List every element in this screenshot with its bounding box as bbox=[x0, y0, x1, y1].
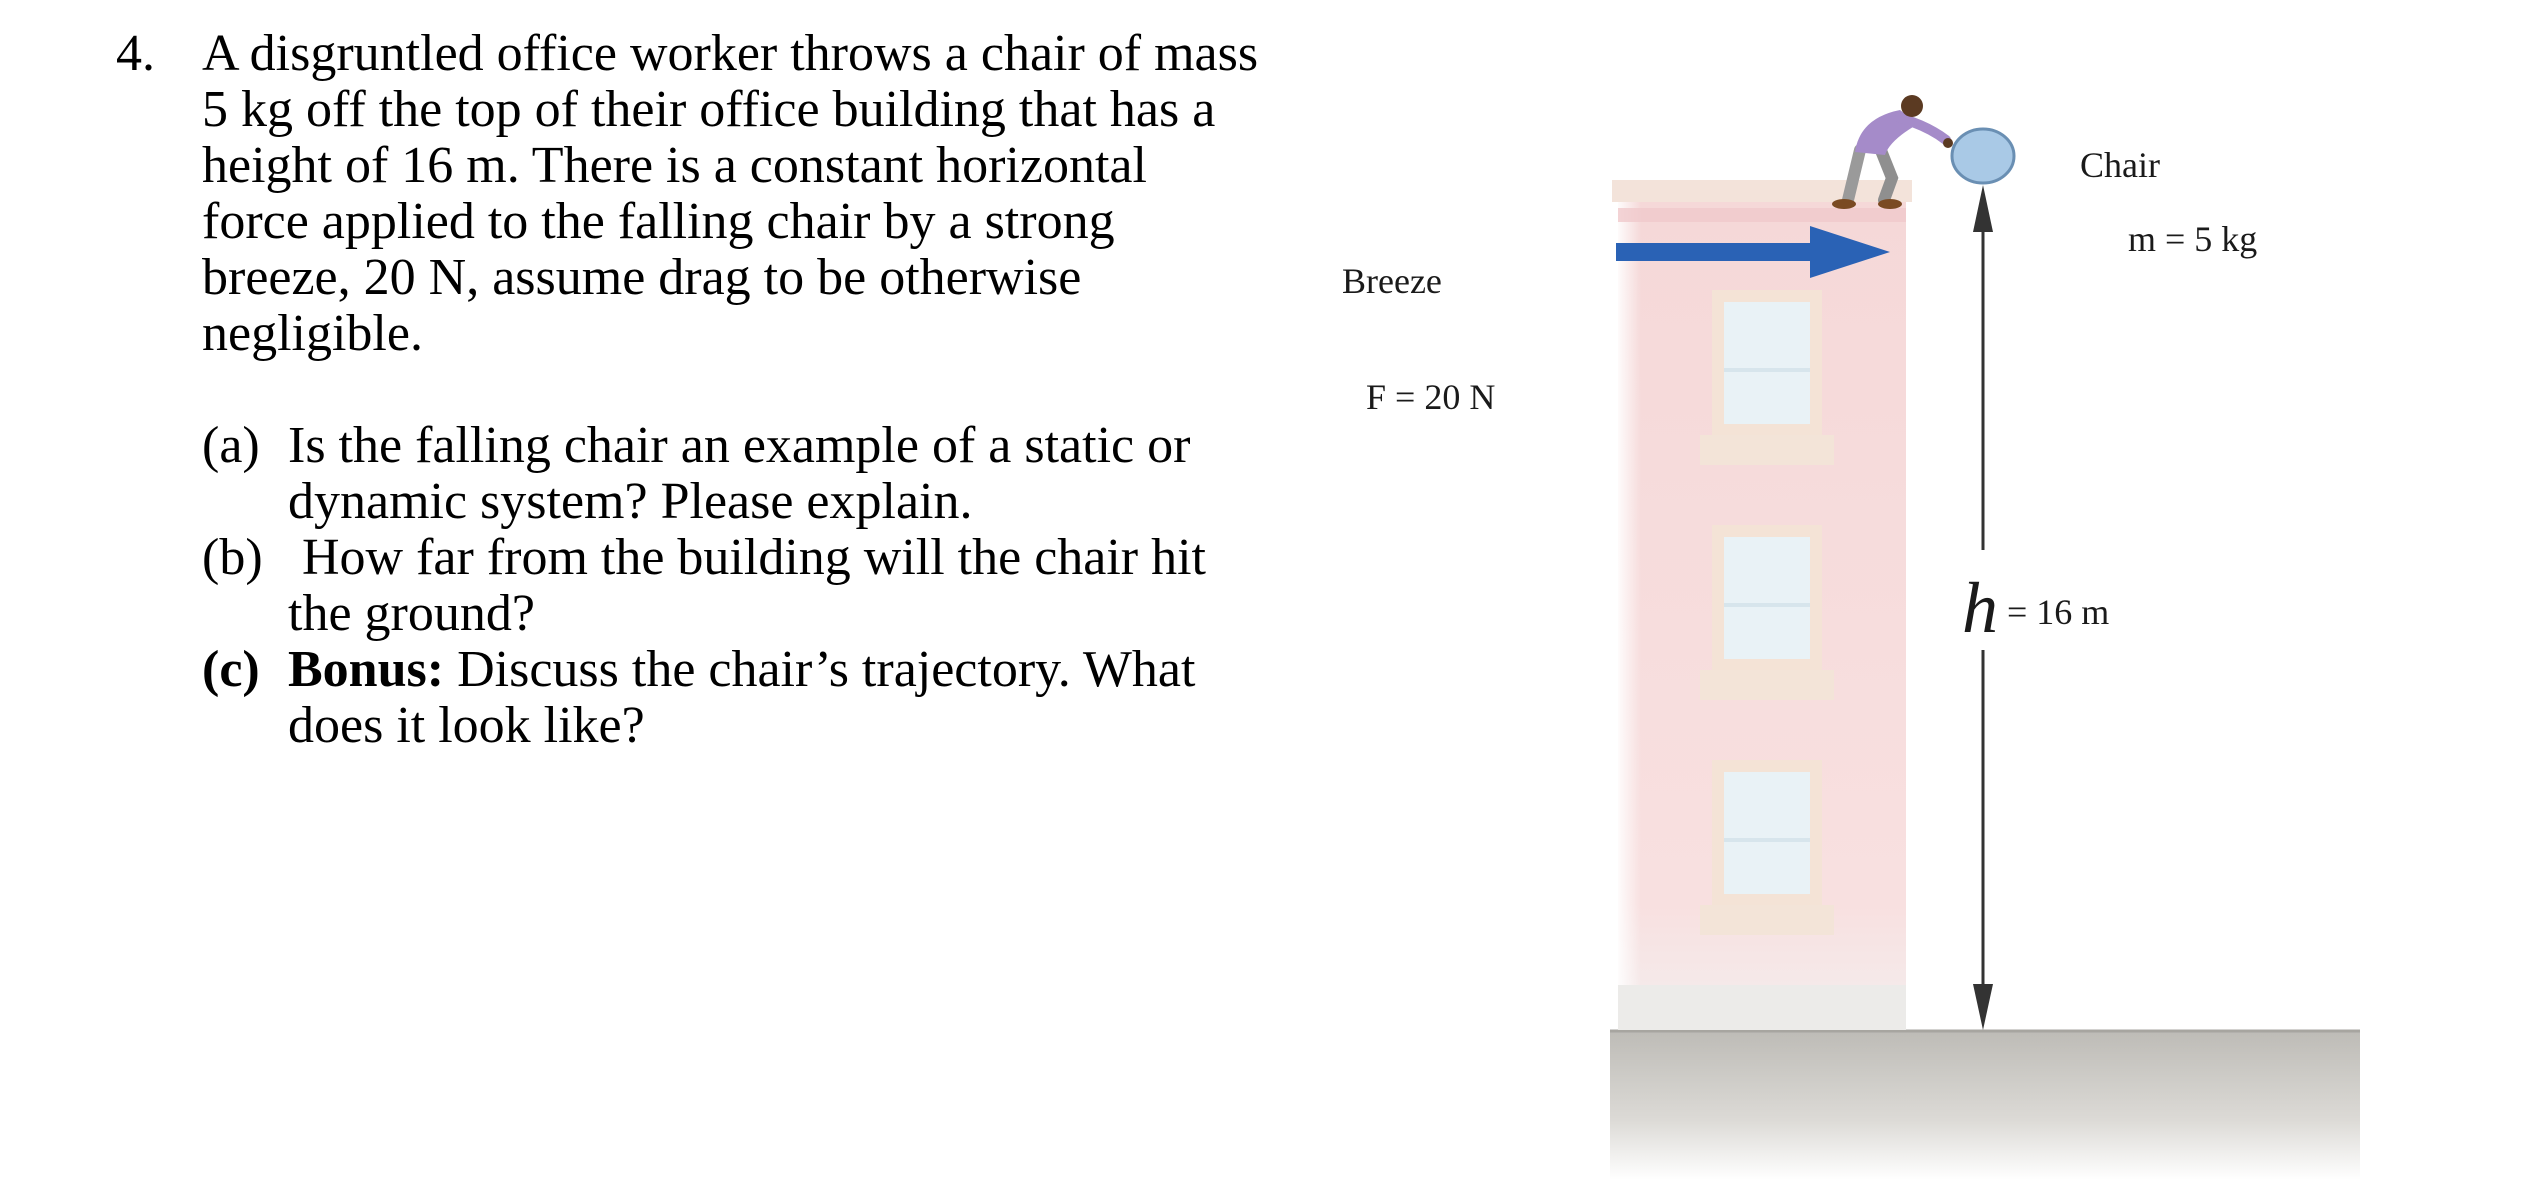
breeze-label: Breeze bbox=[1342, 261, 1442, 301]
part-a-label: (a) bbox=[202, 417, 260, 474]
part-a bbox=[202, 418, 1282, 530]
figure-drawing bbox=[1300, 40, 2420, 1180]
problem-number: 4. bbox=[116, 25, 155, 82]
office-worker-figure bbox=[1832, 95, 1953, 209]
part-c-line bbox=[288, 642, 1282, 698]
part-c-line: does it look like? bbox=[288, 697, 645, 754]
window bbox=[1700, 525, 1834, 700]
part-b-line: How far from the building will the chair hit bbox=[302, 529, 1207, 586]
window bbox=[1700, 760, 1834, 935]
bonus-label: Bonus: bbox=[288, 641, 445, 698]
height-value: = 16 m bbox=[2007, 592, 2110, 632]
stem-line: negligible. bbox=[202, 305, 423, 362]
problem-parts bbox=[202, 418, 1282, 754]
part-b bbox=[202, 530, 1282, 642]
part-c-text: Discuss the chair’s trajectory. What bbox=[444, 641, 1196, 698]
problem-stem bbox=[202, 26, 1282, 362]
height-label bbox=[1962, 568, 2110, 648]
stem-line: breeze, 20 N, assume drag to be otherwise bbox=[202, 249, 1082, 306]
window bbox=[1700, 290, 1834, 465]
part-a-line: dynamic system? Please explain. bbox=[288, 473, 973, 530]
chair-object bbox=[1952, 129, 2014, 183]
part-b-line: the ground? bbox=[288, 585, 535, 642]
chair-label: Chair bbox=[2080, 145, 2160, 185]
stem-line: height of 16 m. There is a constant horizontal bbox=[202, 137, 1147, 194]
physics-figure bbox=[1300, 40, 2420, 1180]
part-a-line: Is the falling chair an example of a static or bbox=[288, 417, 1191, 474]
stem-line: 5 kg off the top of their office building that has a bbox=[202, 81, 1216, 138]
height-symbol: h bbox=[1962, 568, 1998, 648]
force-label: F = 20 N bbox=[1366, 377, 1496, 417]
stem-line: A disgruntled office worker throws a chair of mass bbox=[202, 25, 1259, 82]
ground bbox=[1610, 1030, 2360, 1180]
building bbox=[1612, 180, 1912, 1030]
part-b-label: (b) bbox=[202, 529, 263, 586]
part-c bbox=[202, 642, 1282, 754]
mass-label: m = 5 kg bbox=[2128, 219, 2258, 259]
part-c-label: (c) bbox=[202, 641, 260, 698]
stem-line: force applied to the falling chair by a strong bbox=[202, 193, 1115, 250]
